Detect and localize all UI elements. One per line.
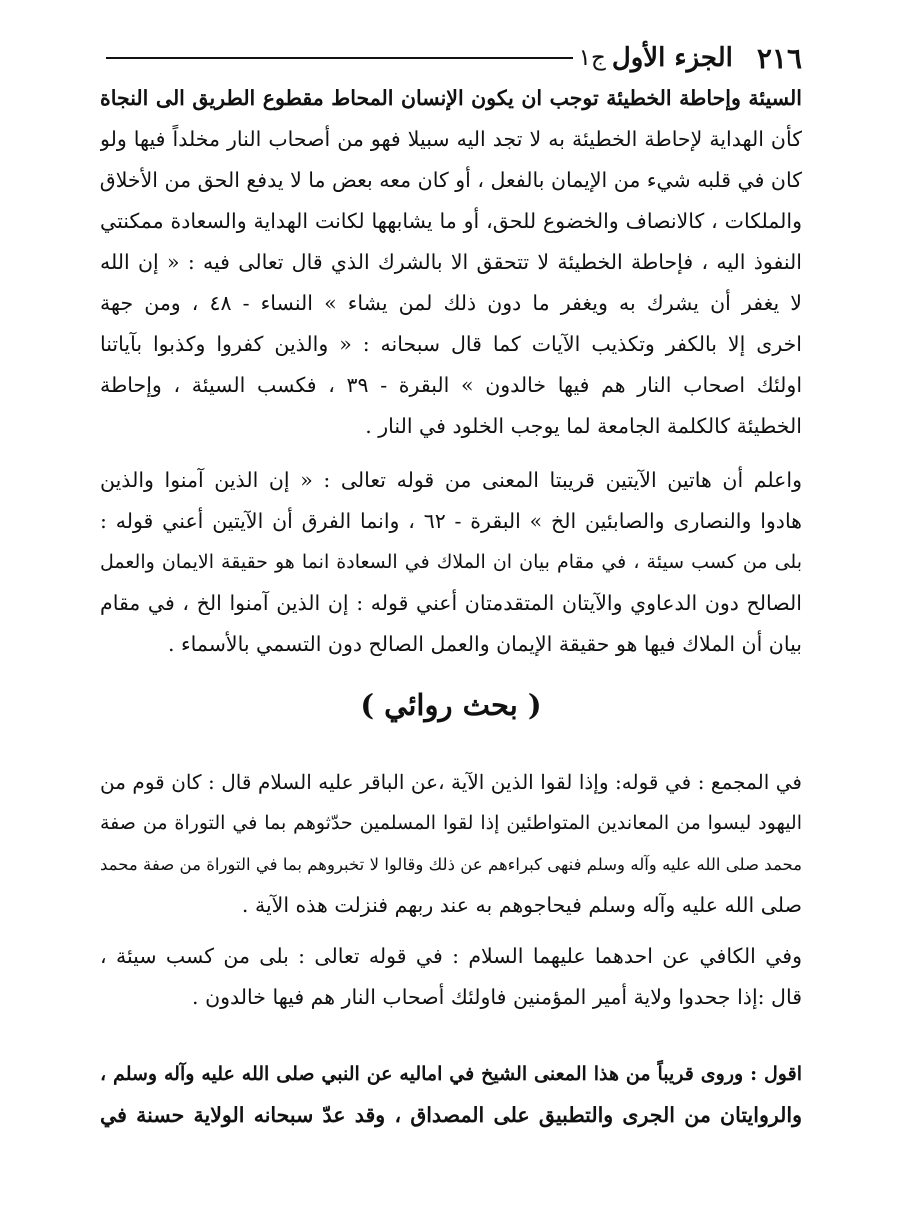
text-line: في المجمع : في قوله: وإذا لقوا الذين الآية ،عن الباقر عليه السلام قال : كان قوم من xyxy=(100,770,802,794)
paragraph-4 xyxy=(100,936,802,1018)
text-line: بيان أن الملاك فيها هو حقيقة الإيمان والعمل الصالح دون التسمي بالأسماء . xyxy=(167,632,802,656)
text-line: اولئك اصحاب النار هم فيها خالدون » البقرة - ٣٩ ، فكسب السيئة ، وإحاطة xyxy=(100,373,802,397)
page-number: ٢١٦ xyxy=(756,41,802,75)
text-line: اخرى إلا بالكفر وتكذيب الآيات كما قال سبحانه : « والذين كفروا وكذبوا بآياتنا xyxy=(100,332,802,356)
header-rule xyxy=(106,57,573,59)
text-line: صلى الله عليه وآله وسلم فيحاجوهم به عند ربهم فنزلت هذه الآية . xyxy=(241,893,802,917)
text-line: وفي الكافي عن احدهما عليهما السلام : في قوله تعالى : بلى من كسب سيئة ، xyxy=(100,944,802,968)
volume-label: ج١ xyxy=(578,45,606,71)
text-line: النفوذ اليه ، فإحاطة الخطيئة لا تتحقق الا بالشرك الذي قال تعالى فيه : « إن الله xyxy=(100,250,802,274)
paragraph-5 xyxy=(100,1054,802,1136)
text-line: هادوا والنصارى والصابئين الخ » البقرة - ٦٢ ، وانما الفرق أن الآيتين أعني قوله : xyxy=(100,509,802,533)
text-line: الصالح دون الدعاوي والآيتان المتقدمتان أعني قوله : إن الذين آمنوا الخ ، في مقام xyxy=(100,591,802,615)
text-line: اليهود ليسوا من المعاندين المتواطئين إذا لقوا المسلمين حدّثوهم بما في التوراة من صفة xyxy=(100,812,802,834)
text-line: اقول : وروى قريباً من هذا المعنى الشيخ في اماليه عن النبي صلى الله عليه وآله وسلم ، xyxy=(100,1063,802,1085)
text-line: لا يغفر أن يشرك به ويغفر ما دون ذلك لمن يشاء » النساء - ٤٨ ، ومن جهة xyxy=(100,291,802,315)
part-title: الجزء الأول xyxy=(611,43,733,73)
text-line: السيئة وإحاطة الخطيئة توجب ان يكون الإنسان المحاط مقطوع الطريق الى النجاة xyxy=(100,86,802,110)
paragraph-2 xyxy=(100,460,802,665)
paragraph-1 xyxy=(100,78,802,447)
text-line: الخطيئة كالكلمة الجامعة لما يوجب الخلود في النار . xyxy=(365,414,802,438)
text-line: بلى من كسب سيئة ، في مقام بيان ان الملاك في السعادة انما هو حقيقة الايمان والعمل xyxy=(100,551,802,573)
section-heading: ( بحث روائي ) xyxy=(360,688,542,722)
text-line: واعلم أن هاتين الآيتين قريبتا المعنى من قوله تعالى : « إن الذين آمنوا والذين xyxy=(100,468,802,492)
paragraph-3 xyxy=(100,762,802,926)
page-header xyxy=(100,38,802,78)
text-line: والملكات ، كالانصاف والخضوع للحق، أو ما يشابهها لكانت الهداية والسعادة ممكنتي xyxy=(100,209,802,233)
text-line: قال :إذا جحدوا ولاية أمير المؤمنين فاولئك أصحاب النار هم فيها خالدون . xyxy=(192,985,802,1009)
text-line: كأن الهداية لإحاطة الخطيئة به لا تجد اليه سبيلا فهو من أصحاب النار مخلداً فيها ولو xyxy=(100,127,802,151)
text-line: كان في قلبه شيء من الإيمان بالفعل ، أو كان معه بعض ما لا يدفع الحق من الأخلاق xyxy=(100,168,802,192)
text-line: محمد صلى الله عليه وآله وسلم فنهى كبراءهم عن ذلك وقالوا لا تخبروهم بما في التوراة من صفة محمد xyxy=(100,855,802,874)
text-line: والروايتان من الجرى والتطبيق على المصداق ، وقد عدّ سبحانه الولاية حسنة في xyxy=(100,1103,802,1127)
